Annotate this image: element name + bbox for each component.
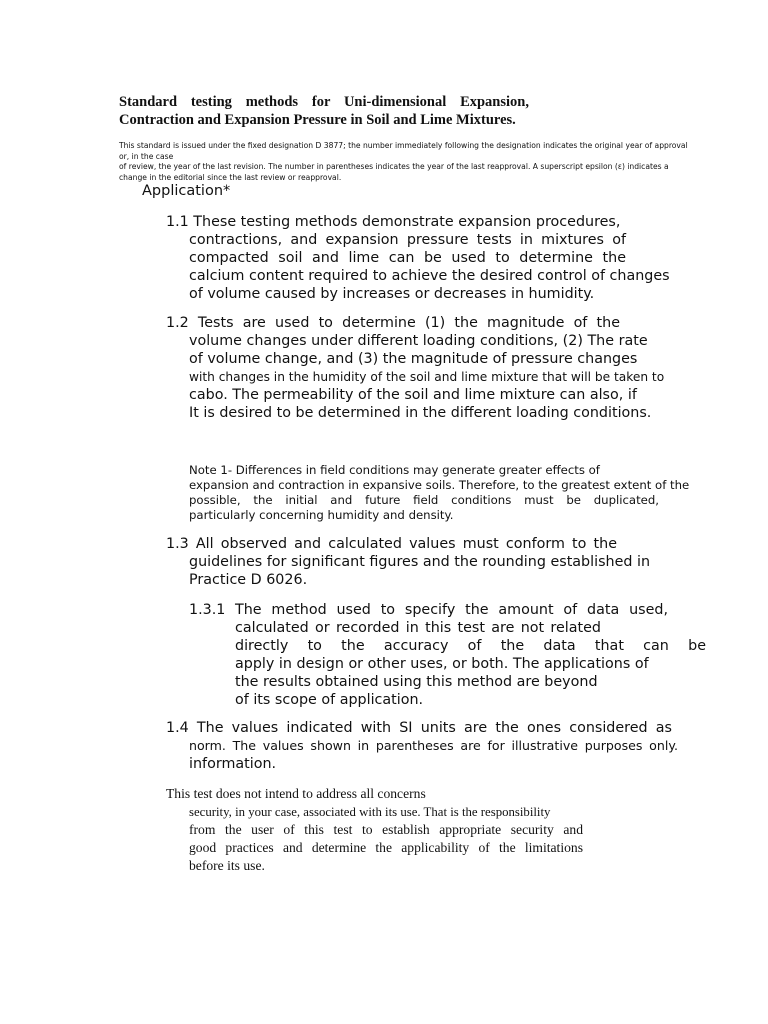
paragraph-line: The method used to specify the amount of data used, bbox=[235, 602, 668, 618]
note-line: Note 1- Differences in field conditions may generate greater effects of bbox=[189, 463, 600, 477]
paragraph-line: calculated or recorded in this test are not related bbox=[235, 620, 601, 636]
note-line: expansion and contraction in expansive soils. Therefore, to the greatest extent of the bbox=[189, 478, 690, 492]
designation-fine-print bbox=[119, 141, 692, 183]
title-line-2: Contraction and Expansion Pressure in Soil and Lime Mixtures. bbox=[119, 112, 516, 128]
note-line: particularly concerning humidity and density. bbox=[189, 508, 454, 522]
paragraph-line: good practices and determine the applicability of the limitations bbox=[189, 840, 583, 855]
paragraph-line: compacted soil and lime can be used to determine the bbox=[189, 250, 626, 266]
note-1 bbox=[189, 463, 690, 523]
paragraph-line: calcium content required to achieve the desired control of changes bbox=[189, 268, 670, 284]
title-line-1: Standard testing methods for Uni-dimensional Expansion, bbox=[119, 94, 529, 110]
fine-print-line-3: change in the editorial since the last review or reapproval. bbox=[119, 172, 342, 182]
paragraph-line: It is desired to be determined in the different loading conditions. bbox=[189, 405, 652, 421]
paragraph-line: 1.4 The values indicated with SI units are the ones considered as bbox=[166, 720, 672, 736]
fine-print-line-1: This standard is issued under the fixed designation D 3877; the number immediately following the designation indicates the original year of approval or, in the case bbox=[119, 141, 688, 161]
paragraph-line: apply in design or other uses, or both. The applications of bbox=[235, 656, 649, 672]
paragraph-number: 1.3.1 bbox=[189, 602, 226, 618]
fine-print-line-2: of review, the year of the last revision. The number in parentheses indicates the year of the last reapproval. A superscript epsilon (ε) indicates a bbox=[119, 162, 669, 171]
paragraph-1-1 bbox=[166, 213, 670, 303]
paragraph-line: norm. The values shown in parentheses are for illustrative purposes only. bbox=[189, 738, 678, 753]
paragraph-line: volume changes under different loading conditions, (2) The rate bbox=[189, 333, 648, 349]
paragraph-1-3 bbox=[166, 535, 666, 589]
paragraph-line: contractions, and expansion pressure tests in mixtures of bbox=[189, 232, 626, 248]
paragraph-line: 1.3 All observed and calculated values must conform to the bbox=[166, 536, 617, 552]
paragraph-line: before its use. bbox=[189, 858, 265, 873]
paragraph-line: cabo. The permeability of the soil and lime mixture can also, if bbox=[189, 387, 637, 403]
document-title bbox=[119, 93, 529, 129]
paragraph-line: with changes in the humidity of the soil and lime mixture that will be taken to bbox=[189, 370, 665, 384]
section-heading: Application* bbox=[142, 183, 231, 199]
paragraph-line: directly to the accuracy of the data that can be bbox=[235, 638, 706, 654]
paragraph-1-2 bbox=[166, 314, 676, 422]
paragraph-line: This test does not intend to address all concerns bbox=[166, 786, 426, 801]
paragraph-1-3-1 bbox=[189, 601, 709, 709]
paragraph-line: guidelines for significant figures and the rounding established in bbox=[189, 554, 651, 570]
paragraph-line: information. bbox=[189, 756, 277, 772]
paragraph-1-4 bbox=[166, 719, 686, 773]
paragraph-line: security, in your case, associated with its use. That is the responsibility bbox=[189, 805, 551, 819]
paragraph-line: 1.2 Tests are used to determine (1) the magnitude of the bbox=[166, 315, 620, 331]
paragraph-line: 1.1 These testing methods demonstrate expansion procedures, bbox=[166, 214, 621, 230]
paragraph-safety bbox=[166, 785, 596, 875]
paragraph-line: the results obtained using this method are beyond bbox=[235, 674, 598, 690]
paragraph-line: of volume caused by increases or decreases in humidity. bbox=[189, 286, 595, 302]
paragraph-line: of volume change, and (3) the magnitude of pressure changes bbox=[189, 351, 638, 367]
paragraph-line: from the user of this test to establish appropriate security and bbox=[189, 822, 583, 837]
note-line: possible, the initial and future field conditions must be duplicated, bbox=[189, 493, 659, 507]
paragraph-line: of its scope of application. bbox=[235, 692, 424, 708]
paragraph-line: Practice D 6026. bbox=[189, 572, 308, 588]
